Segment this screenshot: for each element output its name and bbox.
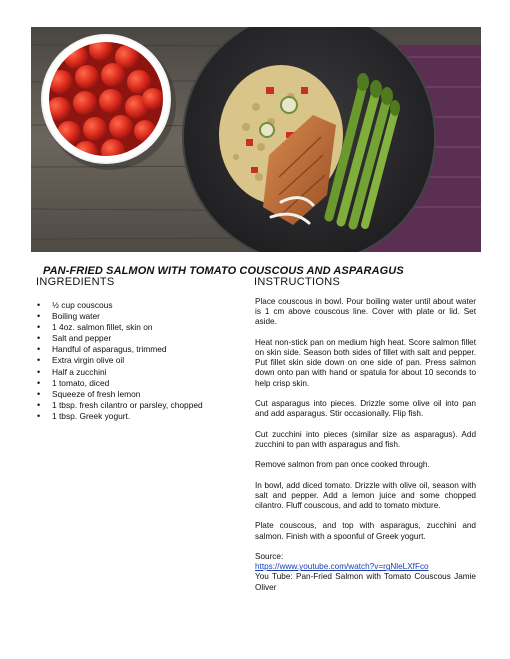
source-label: Source: (255, 551, 284, 561)
list-item: • Handful of asparagus, trimmed (36, 344, 241, 355)
list-item: • 1 tbsp. fresh cilantro or parsley, chopped (36, 400, 241, 411)
instructions-body (255, 297, 476, 593)
source-credit: You Tube: Pan-Fried Salmon with Tomato Couscous Jamie Oliver (255, 572, 476, 592)
list-item: • Extra virgin olive oil (36, 355, 241, 366)
hero-photo (31, 27, 481, 252)
instruction-step: Cut asparagus into pieces. Drizzle some olive oil into pan and add asparagus. Stir occasionally. Flip fish. (255, 399, 476, 419)
list-item: • 1 tbsp. Greek yogurt. (36, 411, 241, 422)
instruction-step: Plate couscous, and top with asparagus, zucchini and salmon. Finish with a spoonful of Greek yogurt. (255, 521, 476, 541)
list-item: • Squeeze of fresh lemon (36, 389, 241, 400)
instruction-step: In bowl, add diced tomato. Drizzle with olive oil, season with salt and pepper. Add a lemon juice and some chopped cilantro. Fluff couscous, and add to tomato mixture. (255, 480, 476, 510)
list-item: • Half a zucchini (36, 367, 241, 378)
instruction-step: Heat non-stick pan on medium high heat. Score salmon fillet on skin side. Season both sides of fillet with salt and pepper. Put fillet skin side down on one side of pan. Press salmon down onto pan with hand or spatula for about 10 seconds to help crisp skin. (255, 337, 476, 388)
instruction-step: Place couscous in bowl. Pour boiling water until about water is 1 cm above couscous line. Cover with plate or lid. Set aside. (255, 297, 476, 327)
list-item: • Salt and pepper (36, 333, 241, 344)
instructions-heading: INSTRUCTIONS (254, 276, 341, 288)
source-link[interactable]: https://www.youtube.com/watch?v=rgNleLXfFco (255, 562, 429, 572)
list-item: • 1 tomato, diced (36, 378, 241, 389)
list-item: • 1 4oz. salmon fillet, skin on (36, 322, 241, 333)
recipe-title: PAN-FRIED SALMON WITH TOMATO COUSCOUS AND ASPARAGUS (43, 265, 404, 277)
list-item: • Boiling water (36, 311, 241, 322)
ingredients-list (36, 300, 241, 422)
list-item: • ½ cup couscous (36, 300, 241, 311)
instruction-step: Remove salmon from pan once cooked through. (255, 460, 430, 470)
source-block (255, 552, 476, 593)
ingredients-heading: INGREDIENTS (36, 276, 115, 288)
instruction-step: Cut zucchini into pieces (similar size as asparagus). Add zucchini to pan with asparagus and fish. (255, 429, 476, 449)
